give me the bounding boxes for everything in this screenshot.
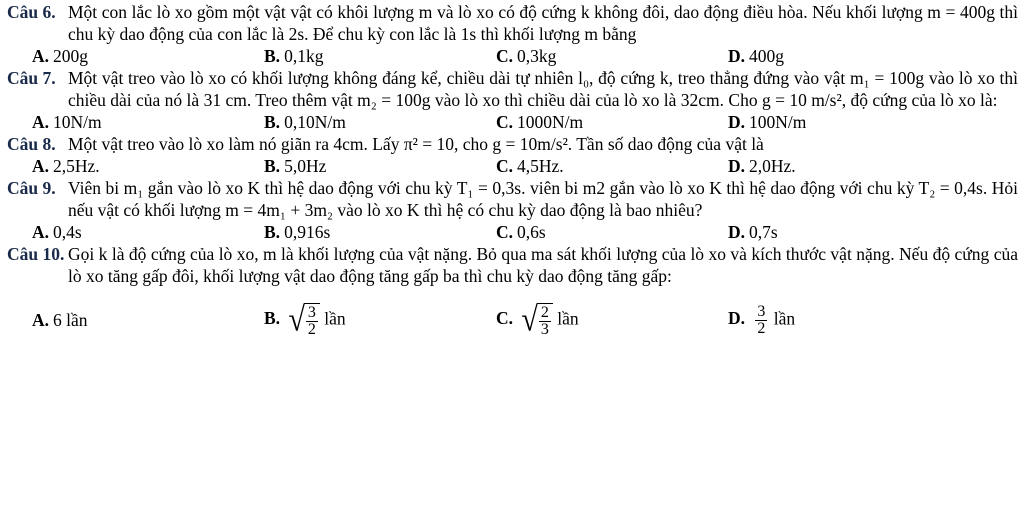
question-10	[0, 243, 1024, 287]
question-text: Một con lắc lò xo gồm một vật vật có khôi lượng m và lò xo có độ cứng k không đôi, dao động điều hòa. Nếu khối lượng m = 400g thì chu kỳ dao động của con lắc là 2s. Để chu kỳ con lắc là 1s thì khối lượng m bằng	[68, 2, 1018, 44]
option-a[interactable]	[32, 111, 264, 133]
option-value: 100N/m	[749, 112, 807, 132]
option-a[interactable]	[32, 221, 264, 243]
option-letter: A.	[32, 310, 50, 330]
option-b[interactable]	[264, 45, 496, 67]
fraction	[755, 304, 767, 337]
option-value: 0,916s	[284, 222, 331, 242]
question-text: Viên bi m₁ gắn vào lò xo K thì hệ dao động với chu kỳ T₁ = 0,3s. viên bi m2 gắn vào lò xo K thì hệ dao động với chu kỳ T₂ = 0,4s. Hỏi nếu vật có khối lượng m = 4m₁ + 3m₂ vào lò xo K thì hệ có chu kỳ dao động là bao nhiêu?	[68, 178, 1018, 220]
question-9	[0, 177, 1024, 221]
fraction-denominator: 2	[307, 320, 316, 338]
option-value: 0,6s	[517, 222, 546, 242]
options-row	[0, 45, 1024, 67]
fraction-numerator: 3	[307, 303, 316, 321]
question-8	[0, 133, 1024, 155]
option-letter: A.	[32, 222, 50, 242]
fraction-numerator: 2	[540, 303, 549, 321]
question-text: Một vật treo vào lò xo có khối lượng không đáng kể, chiều dài tự nhiên l₀, độ cứng k, treo thẳng đứng vào vật m₁ = 100g vào lò xo thì chiều dài của nó là 31 cm. Treo thêm vật m₂ = 100g vào lò xo thì chiều dài của lò xo là 32cm. Cho g = 10 m/s², độ cứng của lò xo là:	[68, 68, 1018, 110]
option-letter: A.	[32, 46, 50, 66]
option-c[interactable]	[496, 111, 728, 133]
options-row	[0, 111, 1024, 133]
option-b[interactable]	[264, 155, 496, 177]
option-value: 400g	[749, 46, 785, 66]
option-c[interactable]	[496, 221, 728, 243]
option-letter: D.	[728, 112, 746, 132]
fraction-denominator: 2	[757, 319, 766, 337]
option-letter: D.	[728, 46, 746, 66]
option-letter: D.	[728, 222, 746, 242]
question-label: Câu 8.	[7, 134, 56, 154]
option-c[interactable]	[496, 300, 728, 339]
option-letter: B.	[264, 308, 281, 329]
option-a[interactable]	[32, 155, 264, 177]
option-value: 0,7s	[749, 222, 778, 242]
option-letter: B.	[264, 112, 281, 132]
sqrt-expression	[521, 300, 552, 339]
option-letter: C.	[496, 308, 514, 329]
option-d[interactable]	[728, 45, 960, 67]
option-letter: C.	[496, 222, 514, 242]
sqrt-expression	[288, 300, 319, 339]
radical-sign: √	[521, 300, 538, 339]
option-b[interactable]	[264, 111, 496, 133]
option-value: 4,5Hz.	[517, 156, 564, 176]
option-value: 2,5Hz.	[53, 156, 100, 176]
option-letter: B.	[264, 222, 281, 242]
option-a[interactable]	[32, 45, 264, 67]
option-value: 6 lần	[53, 310, 88, 330]
option-d[interactable]	[728, 111, 960, 133]
question-6	[0, 1, 1024, 45]
options-row	[0, 221, 1024, 243]
option-value: 200g	[53, 46, 89, 66]
fraction-numerator: 3	[757, 302, 766, 320]
option-value: 2,0Hz.	[749, 156, 796, 176]
option-value: 0,10N/m	[284, 112, 346, 132]
option-c[interactable]	[496, 155, 728, 177]
option-d[interactable]	[728, 304, 960, 337]
option-letter: D.	[728, 308, 746, 329]
option-letter: B.	[264, 156, 281, 176]
option-letter: C.	[496, 156, 514, 176]
question-label: Câu 6.	[7, 2, 56, 22]
options-row	[0, 155, 1024, 177]
option-value: 10N/m	[53, 112, 102, 132]
option-d[interactable]	[728, 221, 960, 243]
option-letter: C.	[496, 46, 514, 66]
option-suffix: lần	[773, 308, 796, 329]
option-b[interactable]	[264, 300, 496, 339]
option-value: 0,1kg	[284, 46, 324, 66]
option-value: 5,0Hz	[284, 156, 327, 176]
question-text: Một vật treo vào lò xo làm nó giãn ra 4cm. Lấy π² = 10, cho g = 10m/s². Tần số dao động của vật là	[68, 134, 764, 154]
question-7	[0, 67, 1024, 111]
option-c[interactable]	[496, 45, 728, 67]
option-b[interactable]	[264, 221, 496, 243]
option-letter: B.	[264, 46, 281, 66]
option-letter: D.	[728, 156, 746, 176]
options-row	[0, 301, 1024, 339]
option-suffix: lần	[324, 308, 346, 329]
option-suffix: lần	[557, 308, 579, 329]
option-value: 1000N/m	[517, 112, 584, 132]
option-value: 0,3kg	[517, 46, 557, 66]
fraction-denominator: 3	[540, 320, 549, 338]
option-a[interactable]	[32, 309, 264, 331]
radical-sign: √	[288, 300, 305, 339]
question-label: Câu 7.	[7, 68, 56, 88]
question-text: Gọi k là độ cứng của lò xo, m là khối lượng của vật nặng. Bỏ qua ma sát khối lượng của lò xo và kích thước vật nặng. Nếu độ cứng của lò xo tăng gấp đôi, khối lượng vật dao động tăng gấp ba thì chu kỳ dao động tăng gấp:	[68, 244, 1018, 286]
question-label: Câu 10.	[7, 244, 65, 264]
option-letter: A.	[32, 112, 50, 132]
question-label: Câu 9.	[7, 178, 56, 198]
option-letter: C.	[496, 112, 514, 132]
option-letter: A.	[32, 156, 50, 176]
option-value: 0,4s	[53, 222, 82, 242]
option-d[interactable]	[728, 155, 960, 177]
